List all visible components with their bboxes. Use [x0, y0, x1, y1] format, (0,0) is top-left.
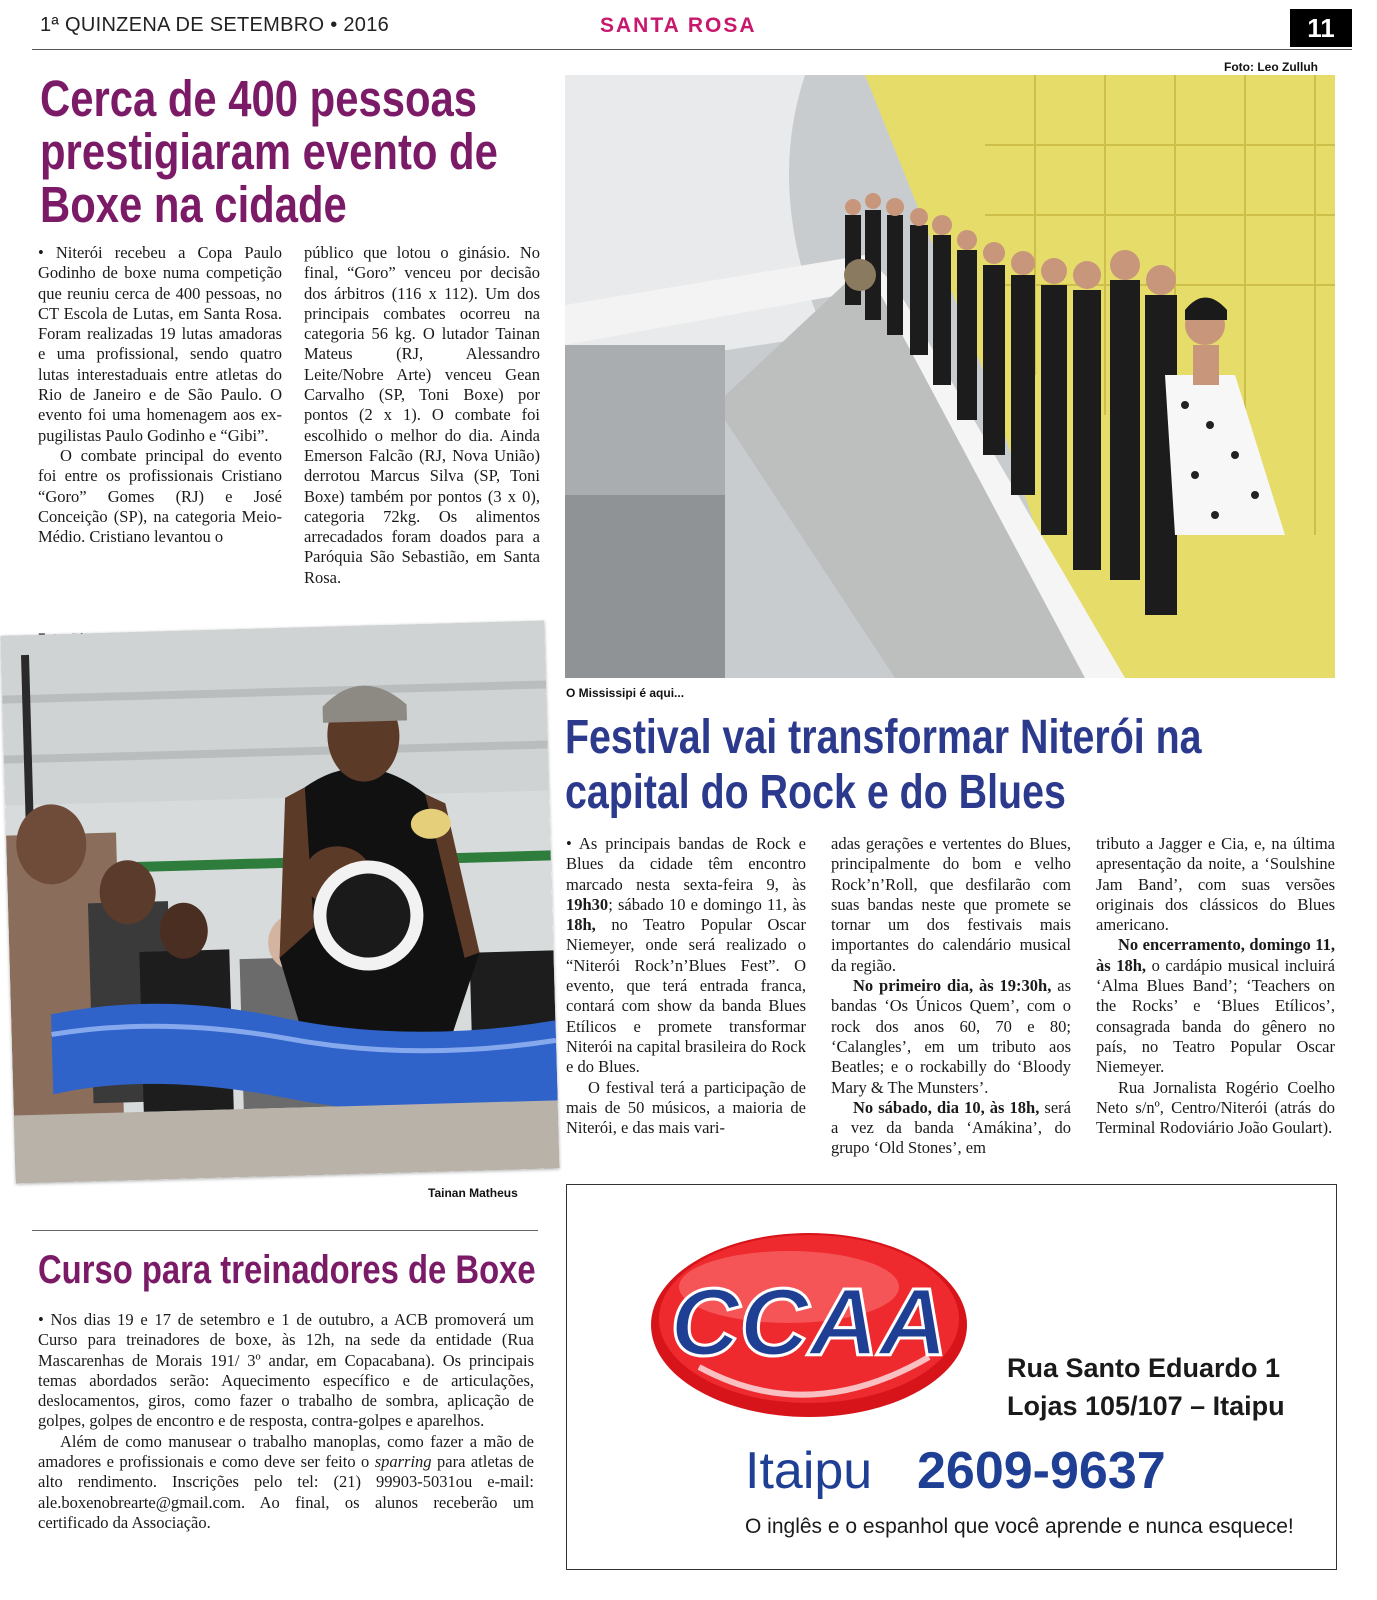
ccaa-city: Itaipu: [745, 1442, 873, 1500]
festival-column-1: • As principais bandas de Rock e Blues da cidade têm encontro marcado nesta sexta-feira 9, às 19h30; sábado 10 e domingo 11, às 18h, no Teatro Popular Oscar Niemeyer, onde será realizado o “Niterói Rock’n’Blues Fest”. O evento, que terá entrada franca, contará com show da banda Blues Etílicos e promete transformar Niterói na capital brasileira do Rock e do Blues. O festival terá a participação de mais de 50 músicos, a maioria de Niterói, e das mais vari-: [566, 834, 806, 1138]
ccaa-slogan: O inglês e o espanhol que você aprende e nunca esquece!: [745, 1515, 1294, 1538]
curso-divider: [32, 1230, 538, 1231]
ccaa-logo: [639, 1207, 979, 1437]
ccaa-advertisement[interactable]: [566, 1184, 1337, 1570]
festival-headline: Festival vai transformar Niterói na capital do Rock e do Blues: [565, 711, 1202, 819]
section-name: SANTA ROSA: [600, 14, 757, 37]
boxer-photo-caption: Tainan Matheus: [428, 1186, 518, 1200]
ccaa-phone[interactable]: 2609-9637: [917, 1442, 1166, 1500]
boxe-column-2: público que lotou o ginásio. No final, “Goro” venceu por decisão dos árbitros (116 x 112). Um dos principais combates ocorreu na categoria 56 kg. O lutador Tainan Mateus (RJ, Alessandro Leite/Nobre Arte) venceu Gean Carvalho (SP, Toni Boxe) por pontos (2 x 1). O combate foi escolhido o melhor do dia. Ainda Emerson Falcão (RJ, Nova União) derrotou Marcus Silva (SP, Toni Boxe) também por pontos (3 x 0), categoria 72kg. Os alimentos arrecadados foram doados para a Paróquia São Sebastião, em Santa Rosa.: [304, 243, 540, 587]
festival-photo-credit: Foto: Leo Zulluh: [1224, 60, 1318, 74]
curso-headline: Curso para treinadores de Boxe: [38, 1248, 536, 1292]
band-photo-caption: O Mississipi é aqui...: [566, 686, 685, 700]
issue-date: 1ª QUINZENA DE SETEMBRO • 2016: [40, 14, 390, 36]
festival-column-3: tributo a Jagger e Cia, e, na última apresentação da noite, a ‘Soulshine Jam Band’, com suas versões originais dos clássicos do Blues americano. No encerramento, domingo 11, às 18h, o cardápio musical incluirá ‘Alma Blues Band’; ‘Teachers on the Rocks’ e ‘Blues Etílicos’, consagrada banda do gênero no país, no Teatro Popular Oscar Niemeyer. Rua Jornalista Rogério Coelho Neto s/nº, Centro/Niterói (atrás do Terminal Rodoviário João Goulart).: [1096, 834, 1335, 1138]
boxer-photo: [0, 621, 559, 1184]
band-photo-image: [565, 75, 1335, 678]
curso-body: • Nos dias 19 e 17 de setembro e 1 de outubro, a ACB promoverá um Curso para treinadores de boxe, às 12h, na sede da entidade (Rua Mascarenhas de Morais 191/ 3º andar, em Copacabana). Os principais temas abordados serão: Aquecimento específico e de articulações, deslocamentos, giros, como fazer o trabalho de sombra, aplicação de golpes, golpes de encontro e de resposta, contra-golpes e aparelhos. Além de como manusear o trabalho manoplas, como fazer a mão de amadores e profissionais e como deve ser feito o sparring para atletas de alto rendimento. Inscrições pelo tel: (21) 99903-5031ou e-mail: ale.boxenobrearte@gmail.com. Ao final, os alunos receberão um certificado da Associação.: [38, 1310, 534, 1532]
band-photo: [565, 75, 1335, 678]
boxe-column-1: • Niterói recebeu a Copa Paulo Godinho de boxe numa competição que reuniu cerca de 400 pessoas, no CT Escola de Lutas, em Santa Rosa. Foram realizadas 19 lutas amadoras e uma profissional, sendo quatro lutas interestaduais entre atletas do Rio de Janeiro e de São Paulo. O evento foi uma homenagem aos ex-pugilistas Paulo Godinho e “Gibi”. O combate principal do evento foi entre os profissionais Cristiano “Goro” Gomes (RJ) e José Conceição (SP), na categoria Meio-Médio. Cristiano levantou o: [38, 243, 282, 547]
ccaa-address: Rua Santo Eduardo 1 Lojas 105/107 – Itaipu: [1007, 1353, 1285, 1421]
header-rule: [32, 49, 1352, 50]
festival-column-2: adas gerações e vertentes do Blues, principalmente do bom e velho Rock’n’Roll, que desfilarão com suas bandas neste que promete se tornar um dos festivais mais importantes do calendário musical da região. No primeiro dia, às 19:30h, as bandas ‘Os Únicos Quem’, com o rock dos anos 60, 70 e 80; ‘Calangles’, em um tributo aos Beatles; e o rockabilly do ‘Bloody Mary & The Munsters’. No sábado, dia 10, às 18h, será a vez da banda ‘Amákina’, do grupo ‘Old Stones’, em: [831, 834, 1071, 1158]
page-number: 11: [1290, 9, 1352, 47]
boxe-headline: Cerca de 400 pessoas prestigiaram evento de Boxe na cidade: [40, 70, 498, 233]
ccaa-logo-text: CCAA: [670, 1269, 948, 1376]
boxer-photo-image: [0, 621, 559, 1184]
